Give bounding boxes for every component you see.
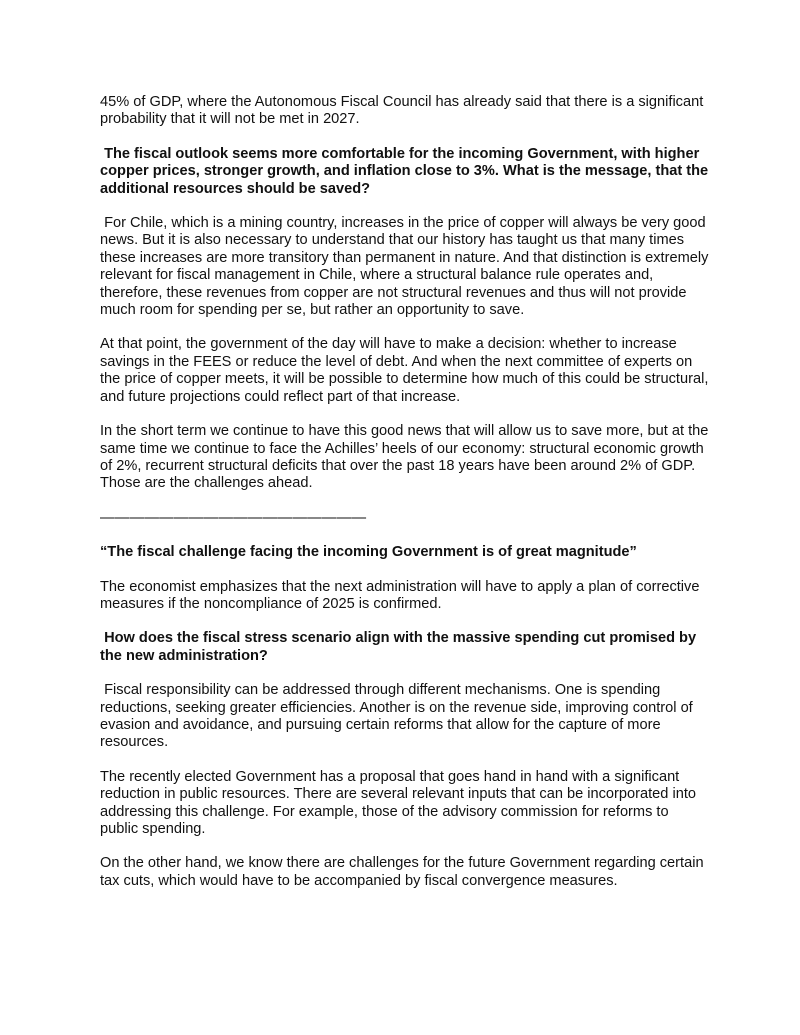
paragraph-economist-emphasis: The economist emphasizes that the next administration will have to apply a plan of corrective measures if the noncompliance of 2025 is confirmed. [100, 578, 704, 612]
paragraph-elected-government: The recently elected Government has a proposal that goes hand in hand with a significant reduction in public resources. There are several relevant inputs that can be incorporated into addressing this challenge. For example, those of the advisory commission for reforms to public spending. [100, 768, 701, 837]
question-fiscal-outlook: The fiscal outlook seems more comfortable for the incoming Government, with higher copper prices, stronger growth, and inflation close to 3%. What is the message, that the additional resources should be saved? [100, 145, 713, 197]
paragraph-fiscal-responsibility: Fiscal responsibility can be addressed through different mechanisms. One is spending reductions, seeking greater efficiencies. Another is on the revenue side, improving control of evasion and avoidance, and pursuing certain reforms that allow for the capture of more resources. [100, 682, 697, 751]
paragraph-copper-prices: For Chile, which is a mining country, increases in the price of copper will always be very good news. But it is also necessary to understand that our history has taught us that many times these increases are more transitory than permanent in nature. And that distinction is extremely relevant for fiscal management in Chile, where a structural balance rule operates and, therefore, these revenues from copper are not structural revenues and thus will not provide much room for spending per se, but rather an opportunity to save. [100, 215, 713, 319]
section-heading-fiscal-challenge: “The fiscal challenge facing the incoming Government is of great magnitude” [100, 544, 637, 561]
paragraph-gdp-target: 45% of GDP, where the Autonomous Fiscal Council has already said that there is a significant probability that it will not be met in 2027. [100, 94, 708, 128]
section-divider: —————————————————— [100, 509, 367, 526]
paragraph-tax-cuts: On the other hand, we know there are challenges for the future Government regarding certain tax cuts, which would have to be accompanied by fiscal convergence measures. [100, 855, 708, 889]
document-page [100, 94, 713, 907]
question-spending-cut: How does the fiscal stress scenario align with the massive spending cut promised by the new administration? [100, 630, 701, 664]
paragraph-government-decision: At that point, the government of the day will have to make a decision: whether to increase savings in the FEES or reduce the level of debt. And when the next committee of experts on the price of copper meets, it will be possible to determine how much of this could be structural, and future projections could reflect part of that increase. [100, 336, 713, 405]
paragraph-short-term: In the short term we continue to have this good news that will allow us to save more, but at the same time we continue to face the Achilles’ heels of our economy: structural economic growth of 2%, recurrent structural deficits that over the past 18 years have been around 2% of GDP. Those are the challenges ahead. [100, 423, 713, 492]
